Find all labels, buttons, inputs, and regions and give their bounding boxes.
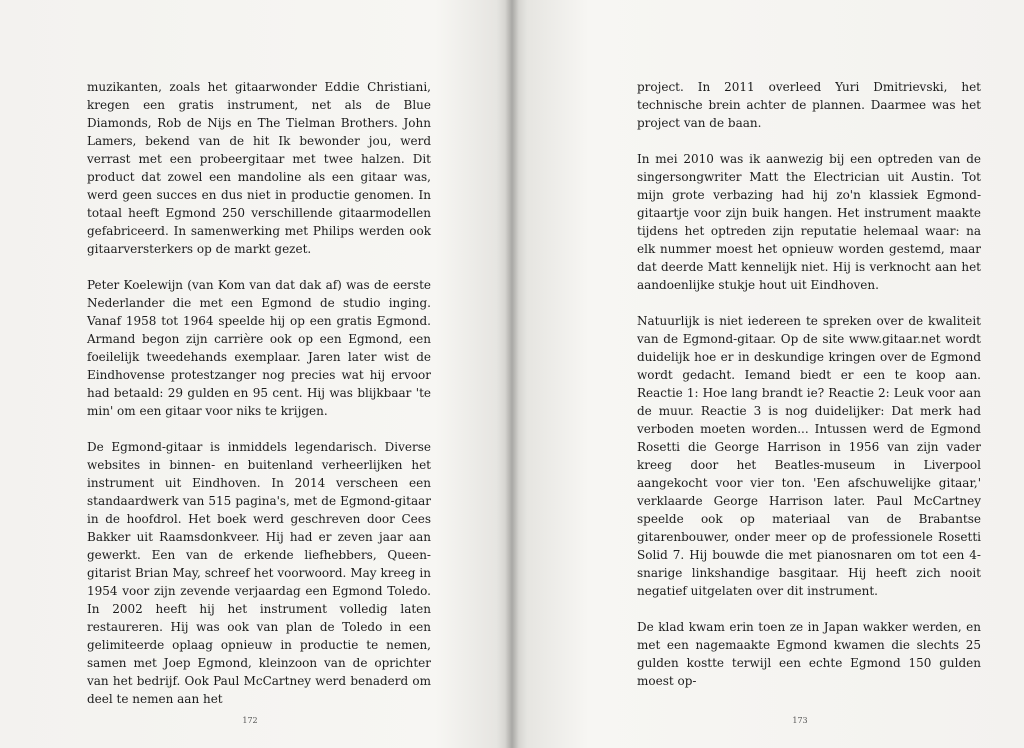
paragraph: In mei 2010 was ik aanwezig bij een optreden van de singersongwriter Matt the Electrician uit Austin. Tot mijn grote verbazing had hij zo'n klassiek Egmond-gitaartje voor zijn buik hangen. Het instrument maakte tijdens het optreden zijn reputatie helemaal waar: na elk nummer moest het opnieuw worden gestemd, maar dat deerde Matt kennelijk niet. Hij is verknocht aan het aandoenlijke stukje hout uit Eindhoven. [637,152,981,292]
paragraph: De klad kwam erin toen ze in Japan wakker werden, en met een nagemaakte Egmond kwamen die slechts 25 gulden kostte terwijl een echte Egmond 150 gulden moest op- [637,620,981,688]
right-page-text [637,78,981,690]
page-number: 173 [792,716,808,725]
left-page-text [87,78,431,708]
right-page [512,0,1024,748]
paragraph: muzikanten, zoals het gitaarwonder Eddie Christiani, kregen een gratis instrument, net als de Blue Diamonds, Rob de Nijs en The Tielman Brothers. John Lamers, bekend van de hit Ik bewonder jou, werd verrast met een probeergitaar met twee halzen. Dit product dat zowel een mandoline als een gitaar was, werd geen succes en dus niet in productie genomen. In totaal heeft Egmond 250 verschillende gitaarmodellen gefabriceerd. In samenwerking met Philips werden ook gitaarversterkers op de markt gezet. [87,80,431,256]
page-number: 172 [242,716,258,725]
paragraph: De Egmond-gitaar is inmiddels legendarisch. Diverse websites in binnen- en buitenland verheerlijken het instrument uit Eindhoven. In 2014 verscheen een standaardwerk van 515 pagina's, met de Egmond-gitaar in de hoofdrol. Het boek werd geschreven door Cees Bakker uit Raamsdonkveer. Hij had er zeven jaar aan gewerkt. Een van de erkende liefhebbers, Queen-gitarist Brian May, schreef het voorwoord. May kreeg in 1954 voor zijn zevende verjaardag een Egmond Toledo. In 2002 heeft hij het instrument volledig laten restaureren. Hij was ook van plan de Toledo in een gelimiteerde oplaag opnieuw in productie te nemen, samen met Joep Egmond, kleinzoon van de oprichter van het bedrijf. Ook Paul McCartney werd benaderd om deel te nemen aan het [87,440,431,706]
paragraph: Peter Koelewijn (van Kom van dat dak af) was de eerste Nederlander die met een Egmond de studio inging. Vanaf 1958 tot 1964 speelde hij op een gratis Egmond. Armand begon zijn carrière ook op een Egmond, een foeilelijk tweedehands exemplaar. Jaren later wist de Eindhovense protestzanger nog precies wat hij ervoor had betaald: 29 gulden en 95 cent. Hij was blijkbaar 'te min' om een gitaar voor niks te krijgen. [87,278,431,418]
paragraph: Natuurlijk is niet iedereen te spreken over de kwaliteit van de Egmond-gitaar. Op de site www.gitaar.net wordt duidelijk hoe er in deskundige kringen over de Egmond wordt gedacht. Iemand biedt er een te koop aan. Reactie 1: Hoe lang brandt ie? Reactie 2: Leuk voor aan de muur. Reactie 3 is nog duidelijker: Dat merk had verboden moeten worden... Intussen werd de Egmond Rosetti die George Harrison in 1956 van zijn vader kreeg door het Beatles-museum in Liverpool aangekocht voor vier ton. 'Een afschuwelijke gitaar,' verklaarde George Harrison later. Paul McCartney speelde ook op materiaal van de Brabantse gitarenbouwer, onder meer op de professionele Rosetti Solid 7. Hij bouwde die met pianosnaren om tot een 4-snarige linkshandige basgitaar. Hij heeft zich nooit negatief uitgelaten over dit instrument. [637,314,981,598]
book-spine-shadow [505,0,519,748]
paragraph: project. In 2011 overleed Yuri Dmitrievski, het technische brein achter de plannen. Daarmee was het project van de baan. [637,80,981,130]
